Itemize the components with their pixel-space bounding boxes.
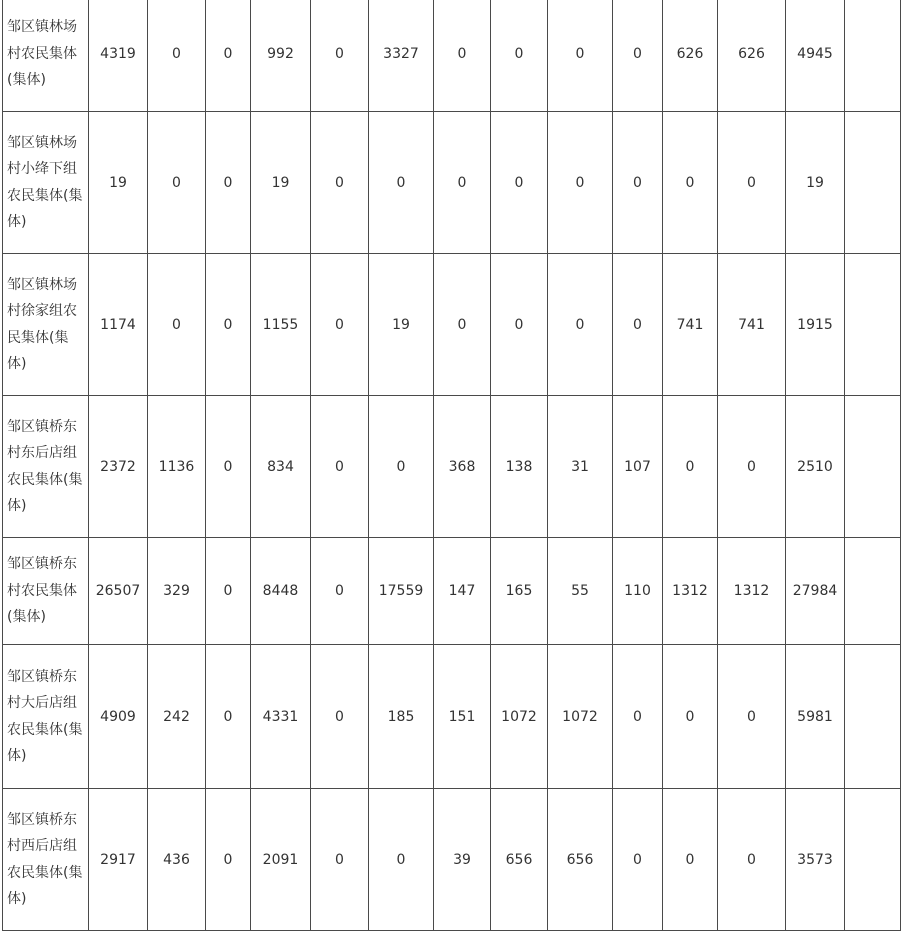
value-cell: 992 bbox=[251, 0, 311, 112]
value-cell: 368 bbox=[434, 396, 491, 538]
value-cell: 656 bbox=[491, 789, 548, 931]
value-cell: 0 bbox=[718, 645, 786, 789]
value-cell: 834 bbox=[251, 396, 311, 538]
value-cell: 0 bbox=[206, 112, 251, 254]
table-row bbox=[3, 789, 901, 931]
value-cell: 1312 bbox=[718, 538, 786, 645]
value-cell: 436 bbox=[148, 789, 206, 931]
value-cell: 185 bbox=[369, 645, 434, 789]
value-cell: 0 bbox=[548, 112, 613, 254]
value-cell: 4331 bbox=[251, 645, 311, 789]
value-cell: 329 bbox=[148, 538, 206, 645]
value-cell: 0 bbox=[311, 396, 369, 538]
value-cell: 741 bbox=[718, 254, 786, 396]
value-cell: 0 bbox=[434, 0, 491, 112]
value-cell: 0 bbox=[311, 645, 369, 789]
value-cell: 0 bbox=[663, 645, 718, 789]
value-cell: 19 bbox=[251, 112, 311, 254]
value-cell: 0 bbox=[491, 112, 548, 254]
value-cell: 1072 bbox=[491, 645, 548, 789]
value-cell: 0 bbox=[206, 254, 251, 396]
value-cell: 0 bbox=[491, 254, 548, 396]
value-cell: 19 bbox=[89, 112, 148, 254]
value-cell: 0 bbox=[311, 789, 369, 931]
value-cell: 1072 bbox=[548, 645, 613, 789]
table-body bbox=[3, 0, 901, 931]
value-cell: 0 bbox=[663, 112, 718, 254]
value-cell bbox=[845, 396, 901, 538]
value-cell: 0 bbox=[663, 789, 718, 931]
value-cell: 0 bbox=[548, 254, 613, 396]
value-cell: 110 bbox=[613, 538, 663, 645]
value-cell: 0 bbox=[434, 112, 491, 254]
value-cell: 626 bbox=[718, 0, 786, 112]
value-cell: 0 bbox=[434, 254, 491, 396]
value-cell: 0 bbox=[548, 0, 613, 112]
value-cell: 2917 bbox=[89, 789, 148, 931]
value-cell: 5981 bbox=[786, 645, 845, 789]
value-cell: 0 bbox=[311, 254, 369, 396]
table-row bbox=[3, 645, 901, 789]
value-cell: 741 bbox=[663, 254, 718, 396]
value-cell: 55 bbox=[548, 538, 613, 645]
value-cell: 1155 bbox=[251, 254, 311, 396]
value-cell: 2372 bbox=[89, 396, 148, 538]
owner-name-cell: 邹区镇桥东村大后店组农民集体(集体) bbox=[3, 645, 89, 789]
value-cell: 2091 bbox=[251, 789, 311, 931]
value-cell: 0 bbox=[148, 0, 206, 112]
value-cell: 0 bbox=[491, 0, 548, 112]
value-cell: 3573 bbox=[786, 789, 845, 931]
value-cell: 0 bbox=[369, 396, 434, 538]
value-cell: 0 bbox=[206, 789, 251, 931]
value-cell: 0 bbox=[613, 254, 663, 396]
value-cell: 4319 bbox=[89, 0, 148, 112]
table-row bbox=[3, 0, 901, 112]
value-cell: 27984 bbox=[786, 538, 845, 645]
value-cell: 0 bbox=[663, 396, 718, 538]
value-cell: 19 bbox=[369, 254, 434, 396]
owner-name-cell: 邹区镇桥东村西后店组农民集体(集体) bbox=[3, 789, 89, 931]
value-cell: 17559 bbox=[369, 538, 434, 645]
owner-name-cell: 邹区镇林场村农民集体(集体) bbox=[3, 0, 89, 112]
value-cell: 0 bbox=[311, 112, 369, 254]
value-cell: 0 bbox=[206, 0, 251, 112]
table-row bbox=[3, 538, 901, 645]
value-cell: 1312 bbox=[663, 538, 718, 645]
value-cell: 3327 bbox=[369, 0, 434, 112]
value-cell: 0 bbox=[148, 254, 206, 396]
value-cell: 0 bbox=[613, 0, 663, 112]
owner-name-cell: 邹区镇桥东村东后店组农民集体(集体) bbox=[3, 396, 89, 538]
value-cell: 0 bbox=[369, 112, 434, 254]
value-cell: 0 bbox=[613, 645, 663, 789]
value-cell: 0 bbox=[718, 396, 786, 538]
value-cell: 4909 bbox=[89, 645, 148, 789]
value-cell bbox=[845, 112, 901, 254]
value-cell: 31 bbox=[548, 396, 613, 538]
value-cell bbox=[845, 538, 901, 645]
value-cell bbox=[845, 789, 901, 931]
value-cell: 0 bbox=[369, 789, 434, 931]
value-cell: 0 bbox=[148, 112, 206, 254]
value-cell: 2510 bbox=[786, 396, 845, 538]
value-cell: 0 bbox=[718, 789, 786, 931]
value-cell: 0 bbox=[311, 0, 369, 112]
value-cell: 107 bbox=[613, 396, 663, 538]
value-cell: 0 bbox=[613, 112, 663, 254]
value-cell: 8448 bbox=[251, 538, 311, 645]
value-cell bbox=[845, 645, 901, 789]
value-cell: 656 bbox=[548, 789, 613, 931]
owner-name-cell: 邹区镇林场村小绛下组农民集体(集体) bbox=[3, 112, 89, 254]
value-cell: 242 bbox=[148, 645, 206, 789]
value-cell: 0 bbox=[206, 645, 251, 789]
value-cell: 1136 bbox=[148, 396, 206, 538]
value-cell: 0 bbox=[206, 538, 251, 645]
value-cell bbox=[845, 0, 901, 112]
value-cell: 39 bbox=[434, 789, 491, 931]
value-cell: 626 bbox=[663, 0, 718, 112]
value-cell: 147 bbox=[434, 538, 491, 645]
value-cell: 1915 bbox=[786, 254, 845, 396]
value-cell bbox=[845, 254, 901, 396]
value-cell: 0 bbox=[206, 396, 251, 538]
value-cell: 0 bbox=[718, 112, 786, 254]
table-row bbox=[3, 396, 901, 538]
owner-name-cell: 邹区镇林场村徐家组农民集体(集体) bbox=[3, 254, 89, 396]
value-cell: 165 bbox=[491, 538, 548, 645]
value-cell: 0 bbox=[311, 538, 369, 645]
owner-name-cell: 邹区镇桥东村农民集体(集体) bbox=[3, 538, 89, 645]
value-cell: 0 bbox=[613, 789, 663, 931]
table-row bbox=[3, 112, 901, 254]
value-cell: 26507 bbox=[89, 538, 148, 645]
value-cell: 138 bbox=[491, 396, 548, 538]
table-row bbox=[3, 254, 901, 396]
value-cell: 4945 bbox=[786, 0, 845, 112]
value-cell: 151 bbox=[434, 645, 491, 789]
value-cell: 19 bbox=[786, 112, 845, 254]
data-table bbox=[2, 0, 901, 931]
value-cell: 1174 bbox=[89, 254, 148, 396]
